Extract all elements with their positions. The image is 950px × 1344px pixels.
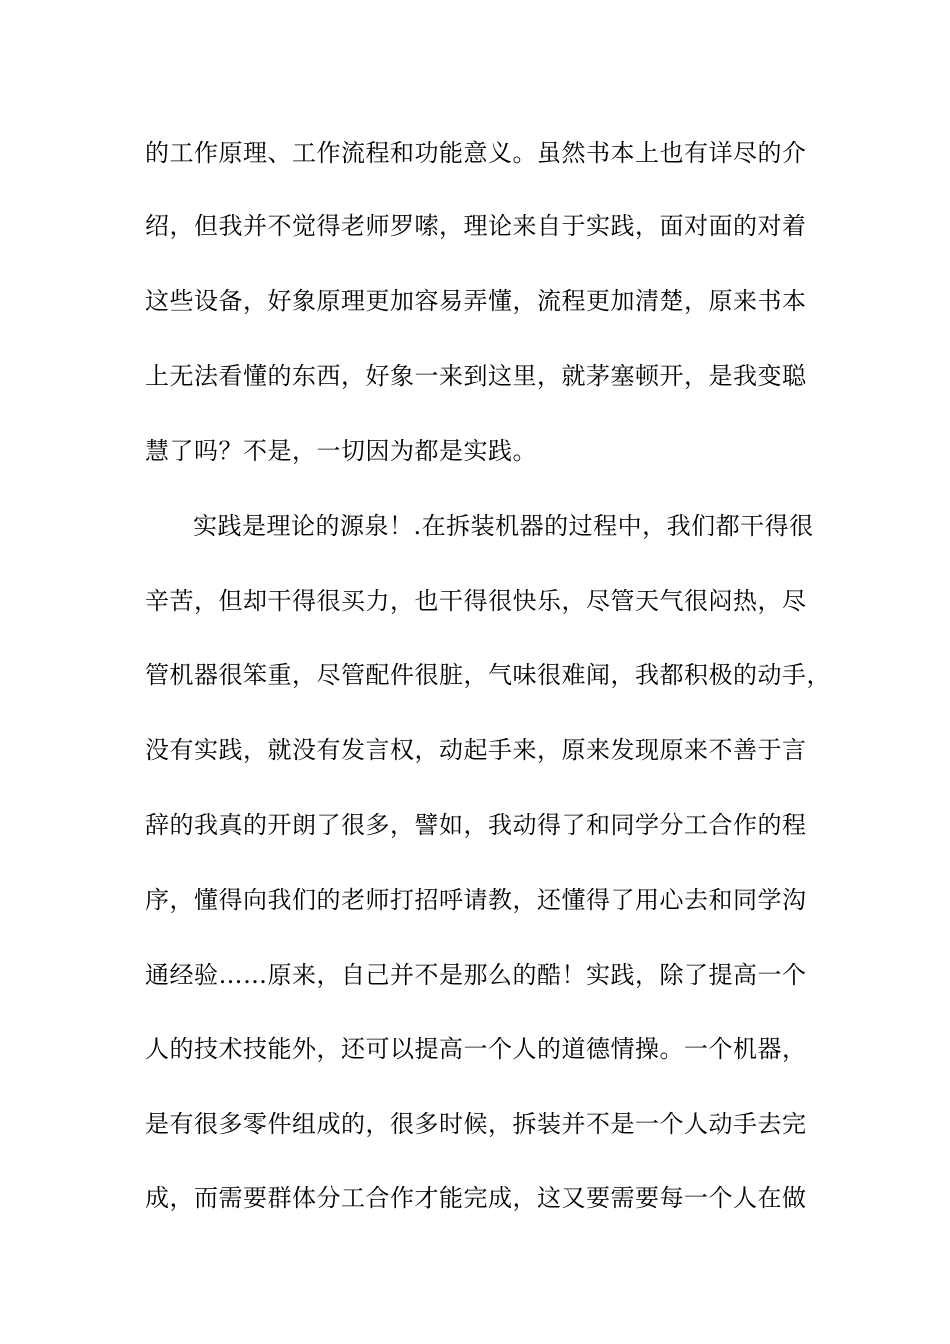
- paragraph-line: 通经验……原来，自己并不是那么的酷！实践，除了提高一个: [145, 961, 807, 989]
- paragraph-line: 辛苦，但却干得很买力，也干得很快乐，尽管天气很闷热，尽: [145, 587, 807, 615]
- paragraph-line: 没有实践，就没有发言权，动起手来，原来发现原来不善于言: [145, 736, 807, 764]
- paragraph-line: 序，懂得向我们的老师打招呼请教，还懂得了用心去和同学沟: [145, 886, 807, 914]
- paragraph-line: 上无法看懂的东西，好象一来到这里，就茅塞顿开，是我变聪: [145, 362, 807, 390]
- paragraph-line: 是有很多零件组成的，很多时候，拆装并不是一个人动手去完: [145, 1110, 807, 1138]
- paragraph-line: 绍，但我并不觉得老师罗嗦，理论来自于实践，面对面的对着: [145, 212, 807, 240]
- paragraph-line: 慧了吗？不是，一切因为都是实践。: [145, 437, 537, 465]
- paragraph-line: 这些设备，好象原理更加容易弄懂，流程更加清楚，原来书本: [145, 287, 807, 315]
- paragraph-line: 辞的我真的开朗了很多，譬如，我动得了和同学分工合作的程: [145, 811, 807, 839]
- paragraph-line: 的工作原理、工作流程和功能意义。虽然书本上也有详尽的介: [145, 139, 807, 167]
- paragraph-line: 人的技术技能外，还可以提高一个人的道德情操。一个机器，: [145, 1035, 807, 1063]
- paragraph-line: 成，而需要群体分工合作才能完成，这又要需要每一个人在做: [145, 1184, 807, 1212]
- paragraph-line: 实践是理论的源泉！.在拆装机器的过程中，我们都干得很: [193, 512, 814, 540]
- paragraph-line: 管机器很笨重，尽管配件很脏，气味很难闻，我都积极的动手，: [145, 661, 831, 689]
